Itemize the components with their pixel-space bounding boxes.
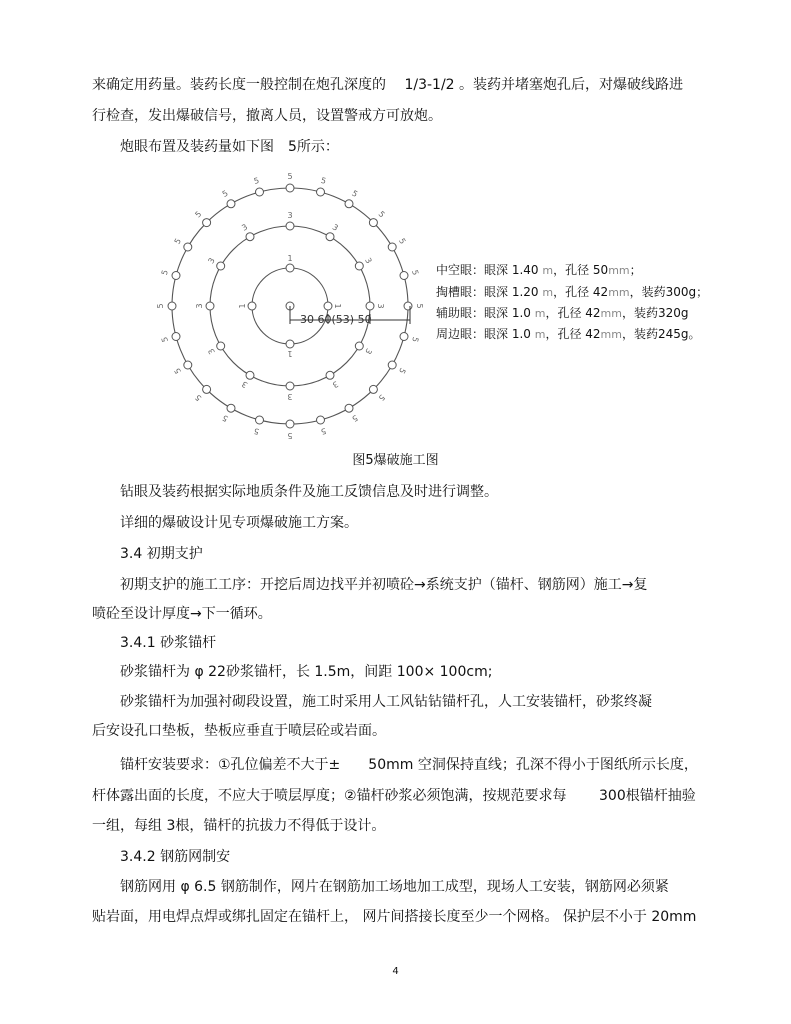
cut-hole: [324, 302, 332, 310]
perimeter-hole-label: 5: [252, 175, 261, 186]
auxiliary-hole-label: 3: [240, 222, 250, 233]
perimeter-hole: [184, 243, 192, 251]
perimeter-hole-label: 5: [396, 236, 408, 246]
auxiliary-hole: [286, 382, 294, 390]
perimeter-hole: [369, 219, 377, 227]
auxiliary-hole-label: 3: [287, 392, 293, 401]
auxiliary-hole-label: 3: [330, 379, 340, 390]
paragraph-line: 炮眼布置及装药量如下图 5所示：: [120, 139, 339, 155]
perimeter-hole: [317, 416, 325, 424]
cut-hole-label: 1: [333, 303, 342, 309]
auxiliary-hole-label: 3: [363, 346, 374, 356]
auxiliary-hole-label: 3: [363, 256, 374, 266]
auxiliary-hole-label: 3: [376, 303, 385, 309]
paragraph-line: 钢筋网用 φ 6.5 钢筋制作，网片在钢筋加工场地加工成型，现场人工安装，钢筋网必须紧: [120, 879, 669, 895]
perimeter-hole-label: 5: [193, 209, 204, 220]
auxiliary-hole: [355, 342, 363, 350]
perimeter-hole-label: 5: [396, 366, 408, 376]
paragraph-line: 后安设孔口垫板，垫板应垂直于喷层砼或岩面。: [92, 723, 386, 739]
perimeter-hole-label: 5: [193, 392, 204, 403]
auxiliary-hole-label: 3: [330, 222, 340, 233]
paragraph-line: 详细的爆破设计见专项爆破施工方案。: [120, 515, 358, 531]
subsection-heading: 3.4.1 砂浆锚杆: [120, 635, 217, 651]
perimeter-hole: [256, 416, 264, 424]
perimeter-hole-label: 5: [159, 335, 170, 344]
perimeter-hole: [388, 243, 396, 251]
paragraph-line: 一组，每组 3根，锚杆的抗拔力不得低于设计。: [92, 818, 386, 834]
perimeter-hole-label: 5: [415, 303, 424, 309]
figure-caption: 图5爆破施工图: [352, 453, 439, 468]
perimeter-hole: [203, 385, 211, 393]
auxiliary-hole: [355, 262, 363, 270]
section-heading: 3.4 初期支护: [120, 546, 203, 562]
perimeter-hole: [400, 272, 408, 280]
perimeter-hole-label: 5: [159, 268, 170, 277]
auxiliary-hole: [206, 302, 214, 310]
paragraph-line: 锚杆安装要求：①孔位偏差不大于± 50mm 空洞保持直线；孔深不得小于图纸所示长度，: [120, 757, 698, 773]
perimeter-hole-label: 5: [252, 426, 261, 437]
legend-auxiliary-hole: 辅助眼：眼深 1.0 m，孔径 42mm，装药320g: [436, 306, 689, 320]
cut-hole: [286, 340, 294, 348]
perimeter-hole-label: 5: [319, 175, 328, 186]
paragraph-line: 行检查，发出爆破信号，撤离人员，设置警戒方可放炮。: [92, 108, 442, 124]
perimeter-hole-label: 5: [220, 188, 230, 200]
perimeter-hole: [286, 184, 294, 192]
auxiliary-hole-label: 3: [195, 303, 204, 309]
perimeter-hole: [388, 361, 396, 369]
auxiliary-hole-label: 3: [206, 256, 217, 266]
auxiliary-hole-label: 3: [240, 379, 250, 390]
perimeter-hole: [227, 404, 235, 412]
perimeter-hole: [286, 420, 294, 428]
auxiliary-hole: [286, 222, 294, 230]
auxiliary-hole: [246, 371, 254, 379]
perimeter-hole-label: 5: [410, 268, 421, 277]
cut-hole-label: 1: [287, 254, 293, 263]
perimeter-hole: [184, 361, 192, 369]
auxiliary-hole: [366, 302, 374, 310]
cut-hole-label: 1: [287, 349, 293, 358]
blast-diagram: [0, 0, 791, 460]
cut-hole-label: 1: [238, 303, 247, 309]
paragraph-line: 初期支护的施工工序：开挖后周边找平并初喷砼→系统支护（锚杆、钢筋网）施工→复: [120, 577, 648, 593]
perimeter-hole-label: 5: [319, 426, 328, 437]
cut-hole: [248, 302, 256, 310]
auxiliary-hole-label: 3: [287, 211, 293, 220]
perimeter-hole-label: 5: [287, 431, 293, 440]
auxiliary-hole: [246, 233, 254, 241]
auxiliary-hole: [217, 262, 225, 270]
auxiliary-hole-label: 3: [206, 346, 217, 356]
perimeter-hole: [256, 188, 264, 196]
perimeter-hole: [168, 302, 176, 310]
perimeter-hole: [345, 404, 353, 412]
auxiliary-hole: [326, 371, 334, 379]
perimeter-hole: [172, 333, 180, 341]
perimeter-hole-label: 5: [220, 412, 230, 424]
perimeter-hole: [400, 333, 408, 341]
perimeter-hole: [369, 385, 377, 393]
perimeter-hole: [172, 272, 180, 280]
legend-perimeter-hole: 周边眼：眼深 1.0 m，孔径 42mm，装药245g。: [436, 327, 701, 341]
cut-hole: [286, 264, 294, 272]
perimeter-hole: [345, 200, 353, 208]
paragraph-line: 杆体露出面的长度，不应大于喷层厚度；②锚杆砂浆必须饱满，按规范要求每 300根锚杆抽验: [92, 788, 696, 804]
perimeter-hole-label: 5: [350, 412, 360, 424]
legend-cut-hole: 掏槽眼：眼深 1.20 m，孔径 42mm，装药300g；: [436, 285, 709, 299]
perimeter-hole-label: 5: [172, 366, 184, 376]
paragraph-line: 砂浆锚杆为加强衬砌段设置，施工时采用人工风钻钻锚杆孔，人工安装锚杆，砂浆终凝: [120, 694, 652, 710]
paragraph-line: 喷砼至设计厚度→下一循环。: [92, 606, 272, 622]
auxiliary-hole: [326, 233, 334, 241]
paragraph-line: 钻眼及装药根据实际地质条件及施工反馈信息及时进行调整。: [120, 484, 498, 500]
perimeter-hole: [203, 219, 211, 227]
perimeter-hole: [317, 188, 325, 196]
perimeter-hole-label: 5: [376, 392, 387, 403]
perimeter-hole: [404, 302, 412, 310]
paragraph-line: 贴岩面，用电焊点焊或绑扎固定在锚杆上， 网片间搭接长度至少一个网格。 保护层不小于 20mm: [92, 909, 697, 925]
perimeter-hole-label: 5: [350, 188, 360, 200]
page-number: 4: [392, 966, 399, 977]
perimeter-hole: [227, 200, 235, 208]
perimeter-hole-label: 5: [156, 303, 165, 309]
perimeter-hole-label: 5: [287, 172, 293, 181]
legend-hollow-hole: 中空眼：眼深 1.40 m，孔径 50mm；: [436, 263, 642, 277]
perimeter-hole-label: 5: [376, 209, 387, 220]
perimeter-hole-label: 5: [410, 335, 421, 344]
paragraph-line: 砂浆锚杆为 φ 22砂浆锚杆，长 1.5m，间距 100× 100cm;: [120, 664, 493, 680]
auxiliary-hole: [217, 342, 225, 350]
paragraph-line: 来确定用药量。装药长度一般控制在炮孔深度的 1/3-1/2 。装药并堵塞炮孔后，对爆破线路进: [92, 77, 684, 93]
dimension-label: 30 60(53) 50: [300, 313, 372, 326]
perimeter-hole-label: 5: [172, 236, 184, 246]
subsection-heading: 3.4.2 钢筋网制安: [120, 849, 231, 865]
